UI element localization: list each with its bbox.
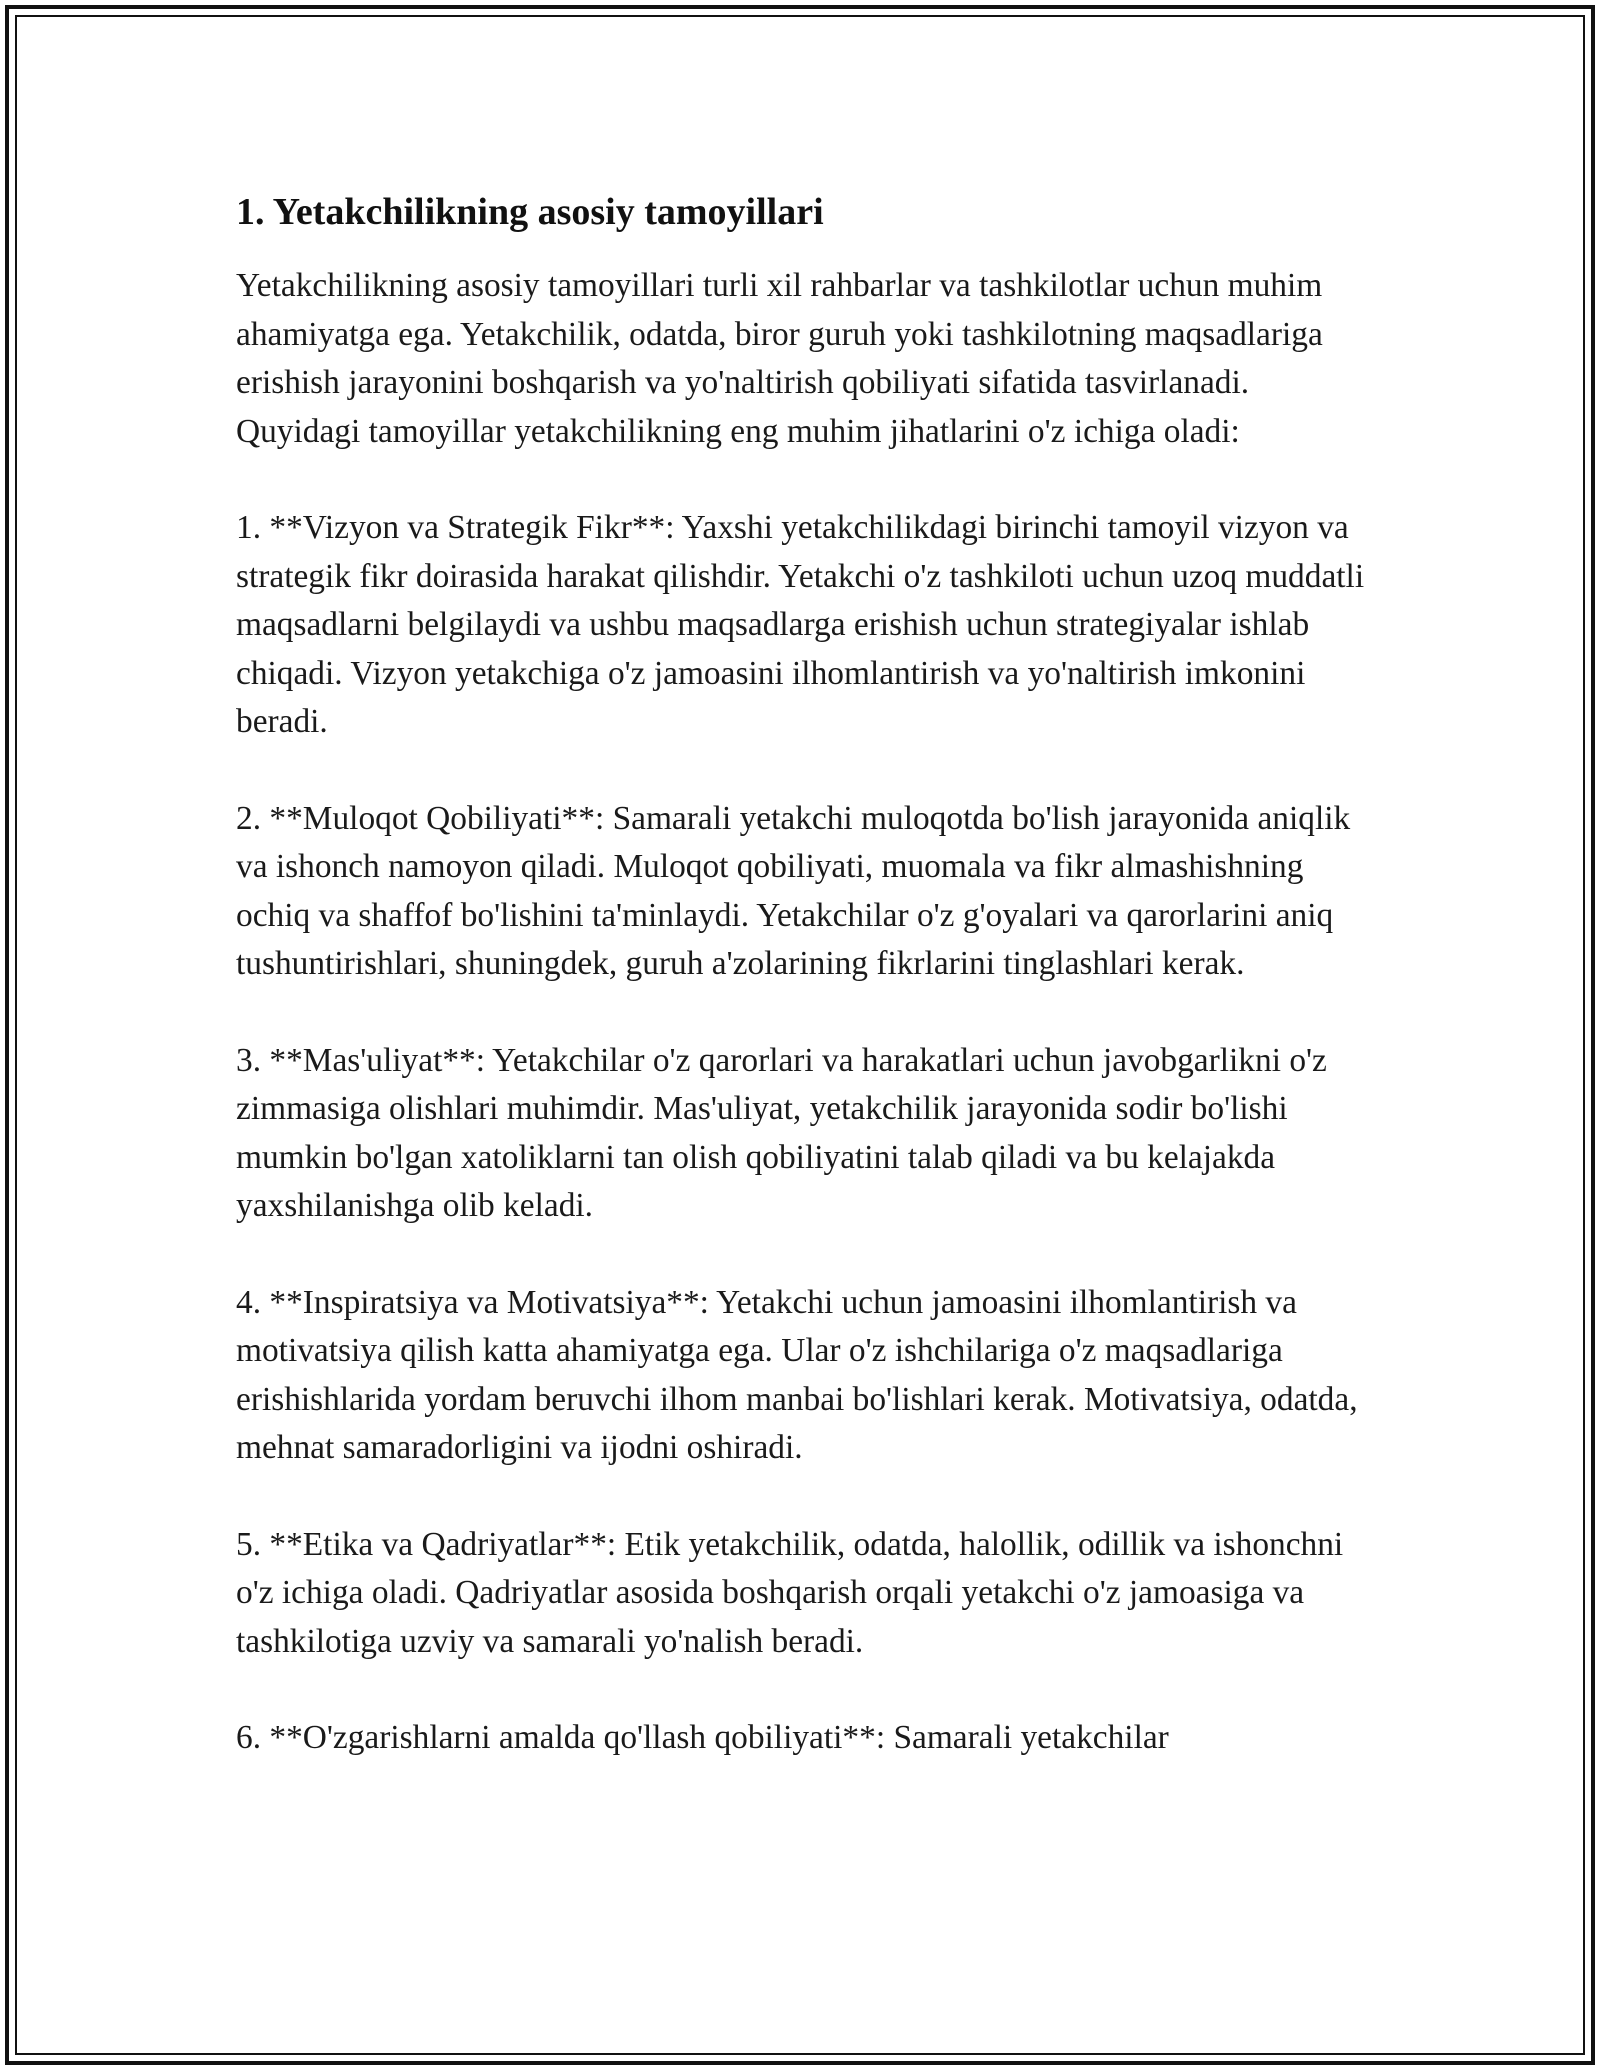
principle-change-paragraph: 6. **O'zgarishlarni amalda qo'llash qobiliyati**: Samarali yetakchilar [236,1719,1169,1756]
document-body [236,186,1372,1811]
principle-ethics-paragraph: 5. **Etika va Qadriyatlar**: Etik yetakchilik, odatda, halollik, odillik va ishonchni o'z ichiga oladi. Qadriyatlar asosida boshqarish orqali yetakchi o'z jamoasiga va tashkilotiga uzviy va samarali yo'nalish beradi. [236,1525,1344,1660]
principle-inspiration-paragraph: 4. **Inspiratsiya va Motivatsiya**: Yetakchi uchun jamoasini ilhomlantirish va motivatsiya qilish katta ahamiyatga ega. Ular o'z ishchilariga o'z maqsadlariga erishishlarida yordam beruvchi ilhom manbai bo'lishlari kerak. Motivatsiya, odatda, mehnat samaradorligini va ijodni oshiradi. [236,1283,1358,1466]
principle-vision-paragraph: 1. **Vizyon va Strategik Fikr**: Yaxshi yetakchilikdagi birinchi tamoyil vizyon va strategik fikr doirasida harakat qilishdir. Yetakchi o'z tashkiloti uchun uzoq muddatli maqsadlarni belgilaydi va ushbu maqsadlarga erishish uchun strategiyalar ishlab chiqadi. Vizyon yetakchiga o'z jamoasini ilhomlantirish va yo'naltirish imkonini beradi. [236,509,1365,740]
intro-paragraph: Yetakchilikning asosiy tamoyillari turli xil rahbarlar va tashkilotlar uchun muhim ahamiyatga ega. Yetakchilik, odatda, biror guruh yoki tashkilotning maqsadlariga erishish jarayonini boshqarish va yo'naltirish qobiliyati sifatida tasvirlanadi. Quyidagi tamoyillar yetakchilikning eng muhim jihatlarini o'z ichiga oladi: [236,267,1323,450]
section-heading: 1. Yetakchilikning asosiy tamoyillari [236,191,824,233]
principle-communication-paragraph: 2. **Muloqot Qobiliyati**: Samarali yetakchi muloqotda bo'lish jarayonida aniqlik va ishonch namoyon qiladi. Muloqot qobiliyati, muomala va fikr almashishning ochiq va shaffof bo'lishini ta'minlaydi. Yetakchilar o'z g'oyalari va qarorlarini aniq tushuntirishlari, shuningdek, guruh a'zolarining fikrlarini tinglashlari kerak. [236,799,1351,982]
principle-responsibility-paragraph: 3. **Mas'uliyat**: Yetakchilar o'z qarorlari va harakatlari uchun javobgarlikni o'z zimmasiga olishlari muhimdir. Mas'uliyat, yetakchilik jarayonida sodir bo'lishi mumkin bo'lgan xatoliklarni tan olish qobiliyatini talab qiladi va bu kelajakda yaxshilanishga olib keladi. [236,1041,1327,1224]
